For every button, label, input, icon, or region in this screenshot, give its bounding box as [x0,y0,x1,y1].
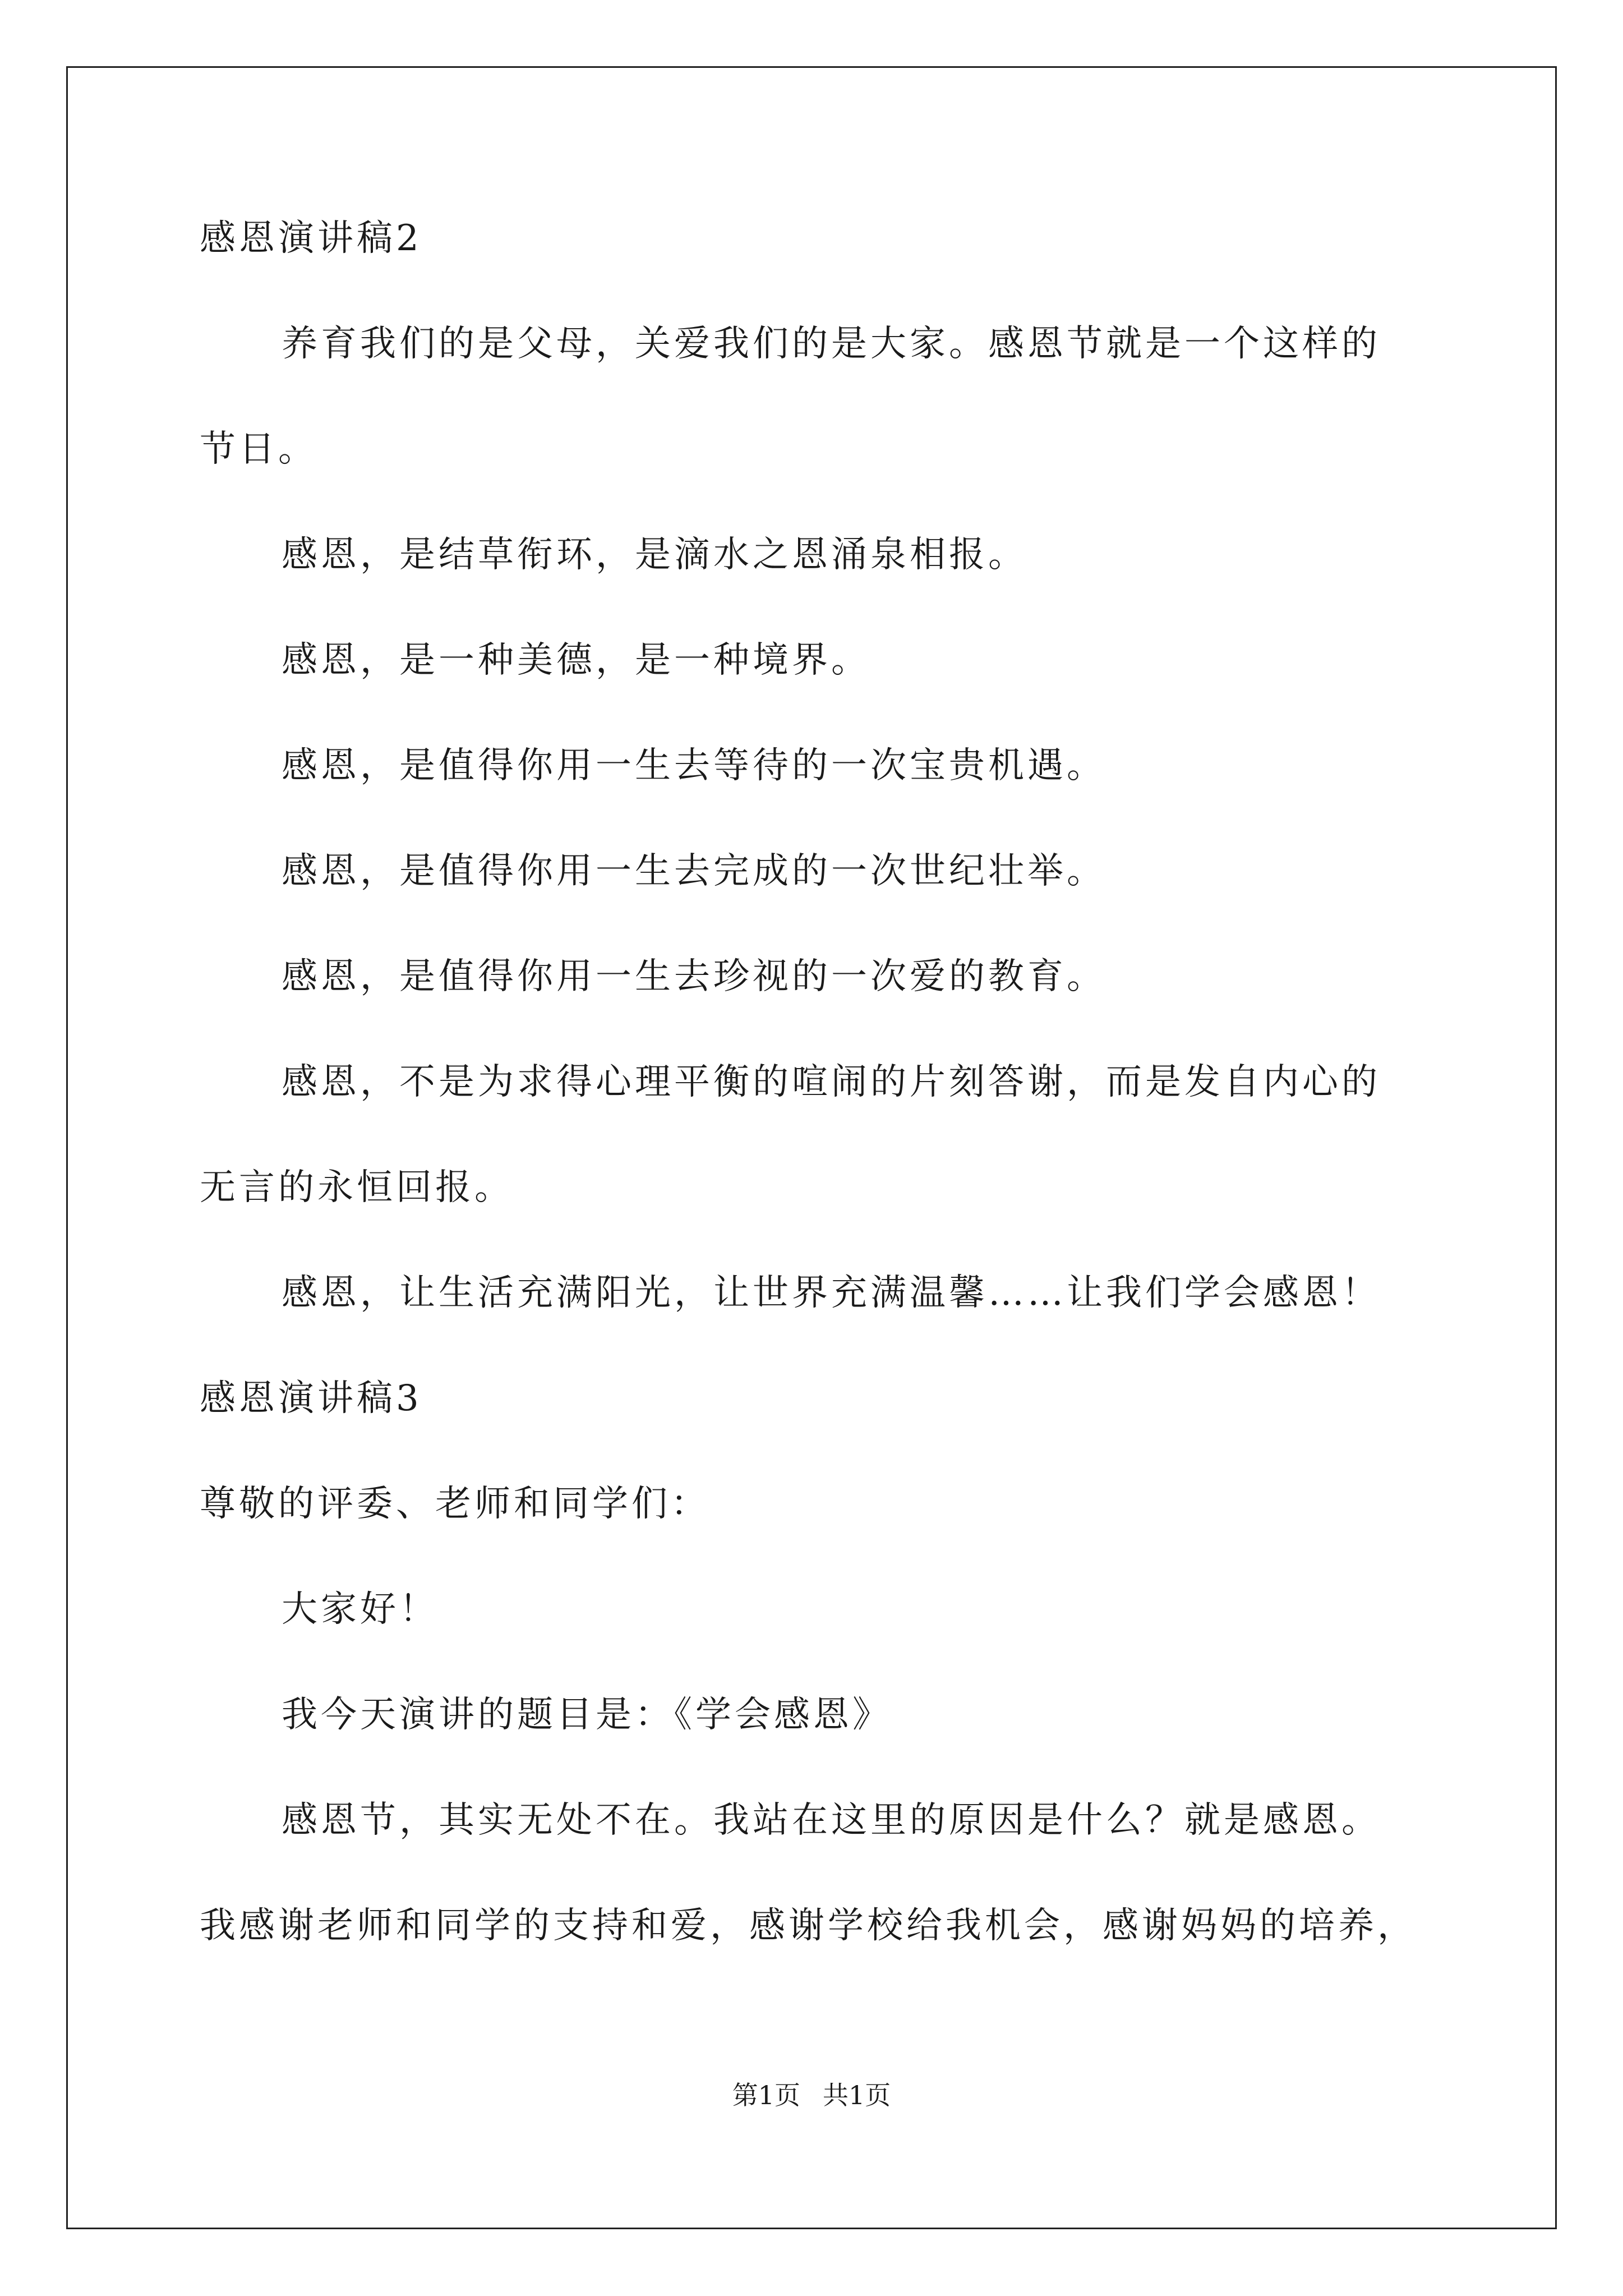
paragraph-line: 感恩，是结草衔环，是滴水之恩涌泉相报。 [282,534,1027,576]
page-number-total: 共1页 [823,2080,891,2110]
paragraph-line: 养育我们的是父母，关爱我们的是大家。感恩节就是一个这样的 [282,323,1381,365]
paragraph-line: 尊敬的评委、老师和同学们： [200,1483,710,1525]
paragraph-line: 我感谢老师和同学的支持和爱，感谢学校给我机会，感谢妈妈的培养， [200,1905,1417,1947]
paragraph-line: 大家好！ [282,1589,439,1630]
paragraph-line: 无言的永恒回报。 [200,1167,514,1208]
page-number-current: 第1页 [732,2080,800,2110]
paragraph-line: 感恩，是一种美德，是一种境界。 [282,639,870,681]
section-title: 感恩演讲稿3 [200,1378,422,1419]
paragraph-line: 感恩节，其实无处不在。我站在这里的原因是什么？就是感恩。 [282,1800,1381,1841]
paragraph-line: 感恩，让生活充满阳光，让世界充满温馨……让我们学会感恩！ [282,1272,1381,1314]
paragraph-line: 我今天演讲的题目是：《学会感恩》 [282,1694,892,1736]
paragraph-line: 节日。 [200,429,317,470]
paragraph-line: 感恩，不是为求得心理平衡的喧闹的片刻答谢，而是发自内心的 [282,1061,1381,1103]
page-footer [0,2078,1623,2112]
paragraph-line: 感恩，是值得你用一生去等待的一次宝贵机遇。 [282,745,1106,786]
paragraph-line: 感恩，是值得你用一生去珍视的一次爱的教育。 [282,956,1106,997]
paragraph-line: 感恩，是值得你用一生去完成的一次世纪壮举。 [282,850,1106,892]
section-title: 感恩演讲稿2 [200,218,422,259]
